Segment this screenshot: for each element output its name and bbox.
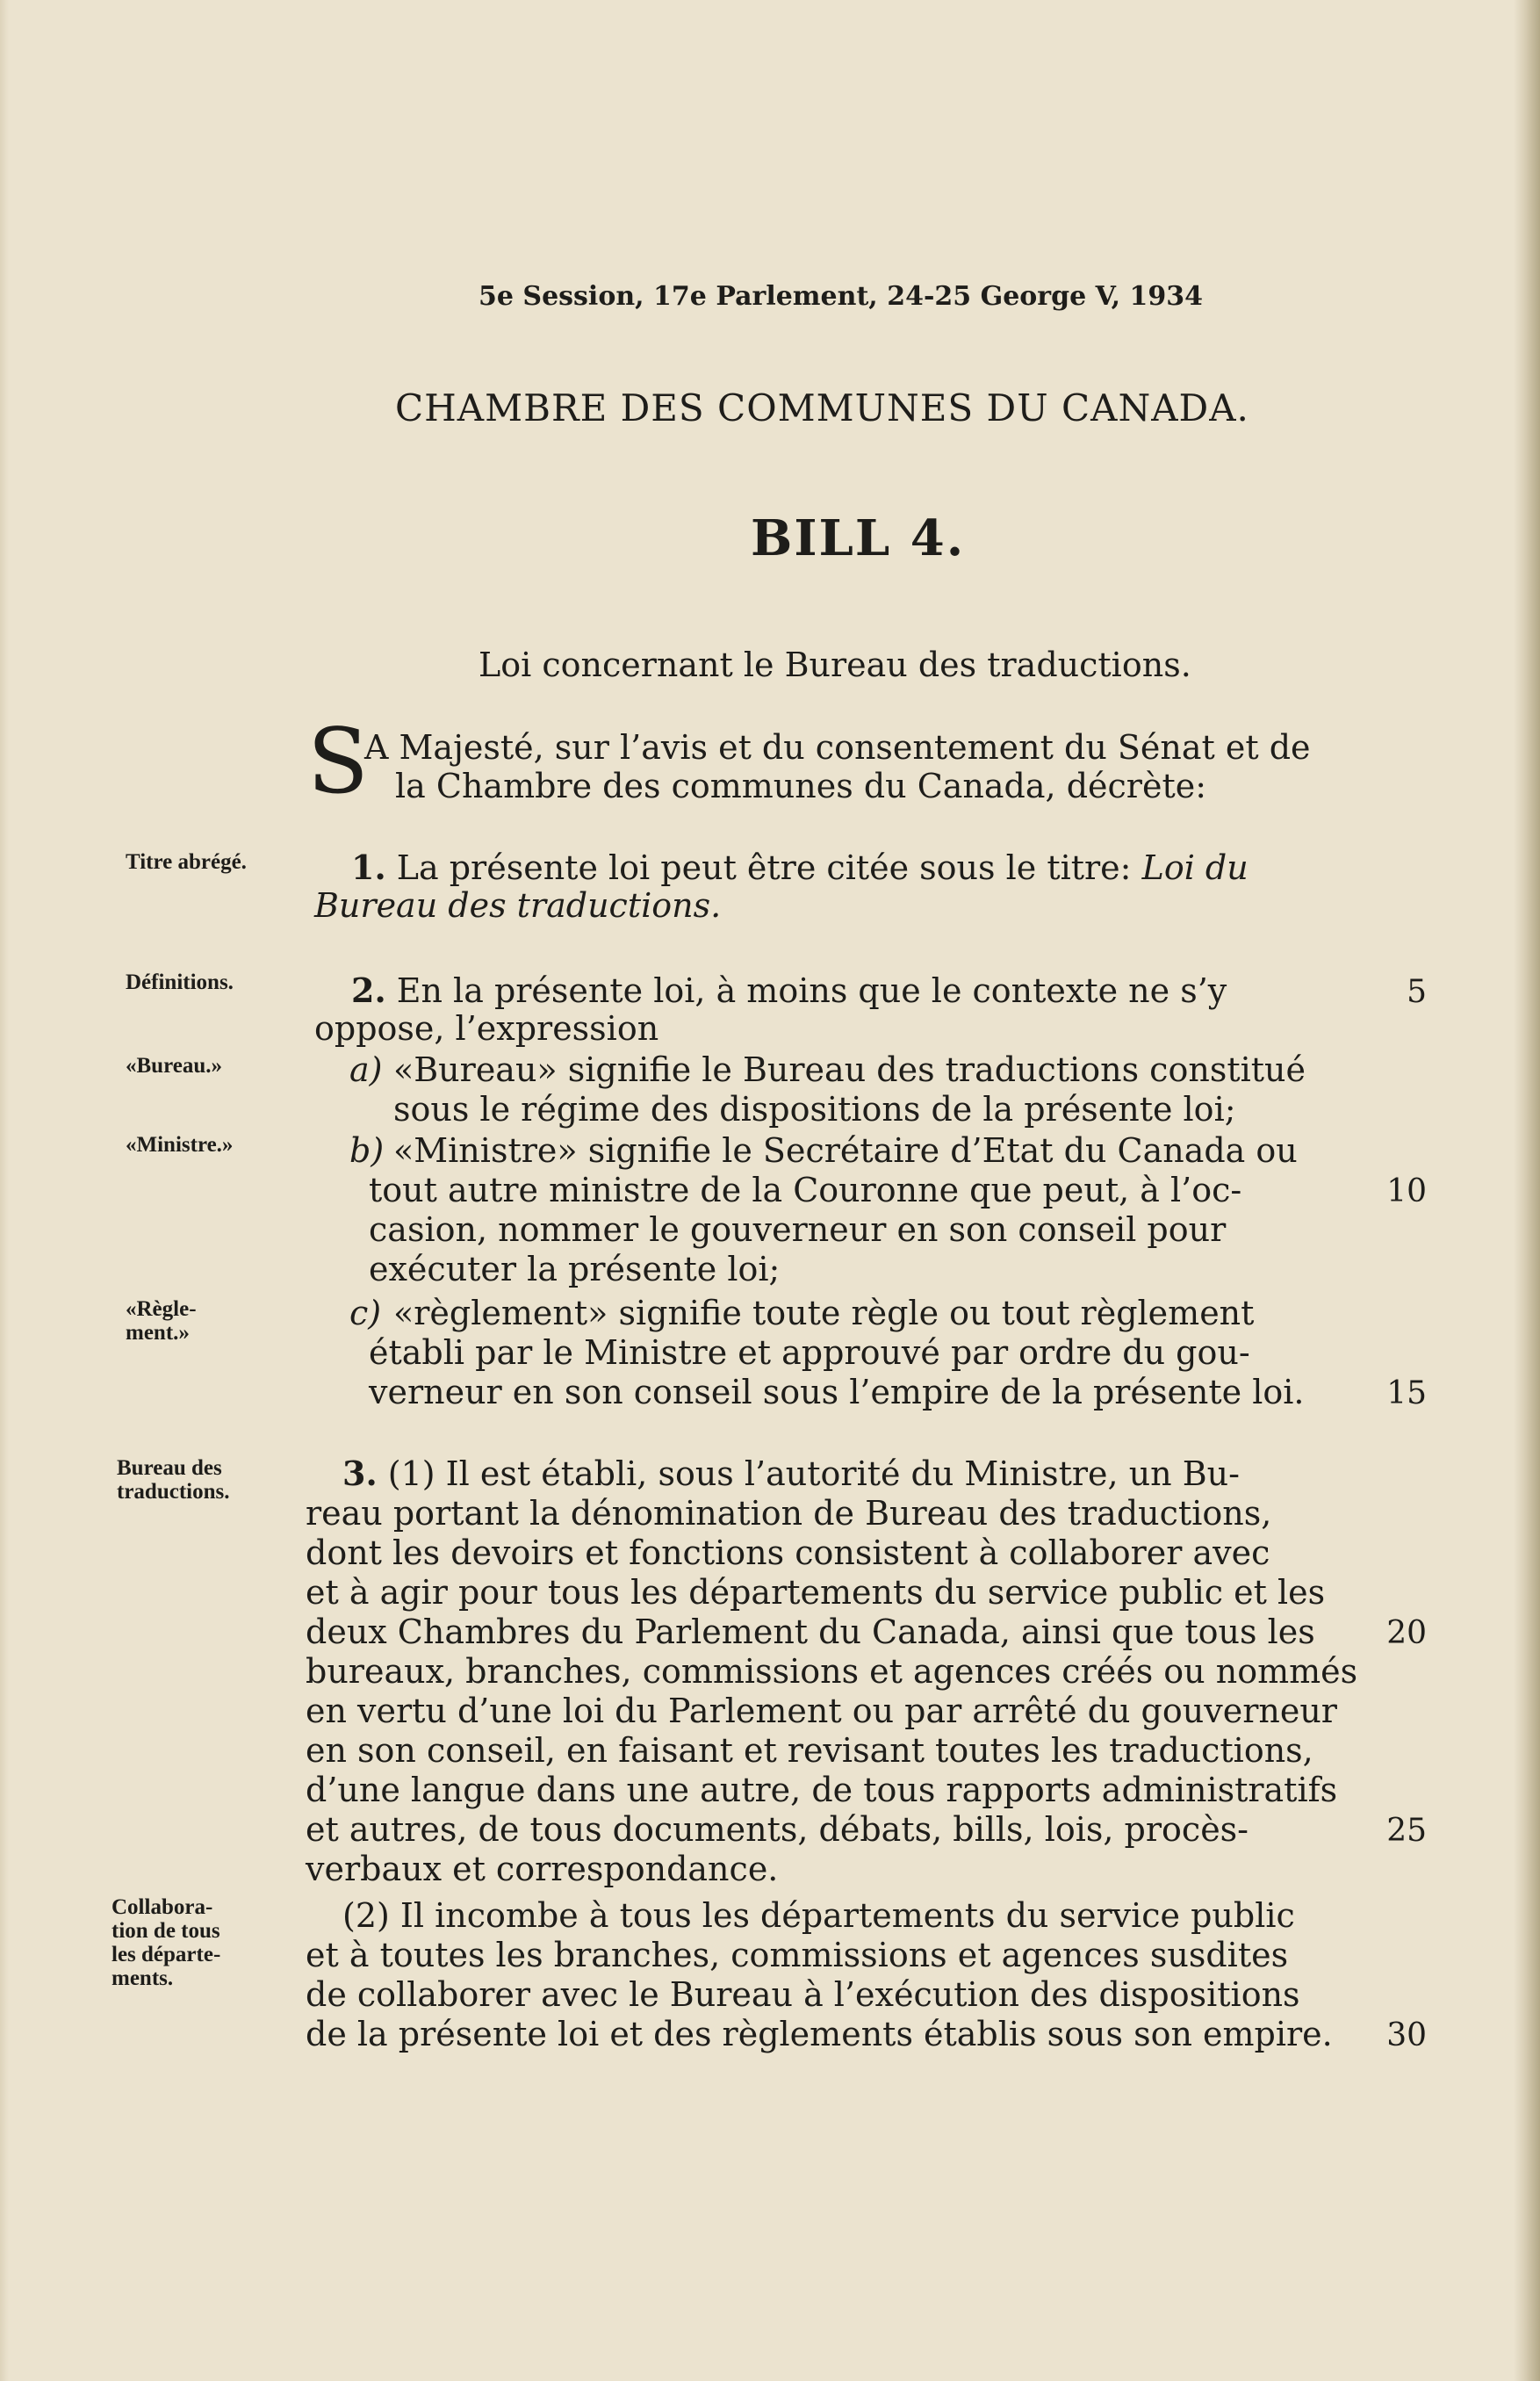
margin-note-reglement-1: «Règle- [126, 1297, 197, 1321]
section-3-line-7: en vertu d’une loi du Parlement ou par arrêté du gouverneur [306, 1692, 1337, 1730]
line-number: 30 [1386, 2017, 1427, 2053]
section-1-number: 1. [351, 848, 386, 887]
section-1-line-1 [351, 848, 1249, 888]
line-number: 20 [1386, 1615, 1427, 1651]
definition-b-line-4: exécuter la présente loi; [369, 1250, 781, 1288]
section-3-line-9: d’une langue dans une autre, de tous rapports administratifs [306, 1771, 1338, 1809]
section-2-intro: En la présente loi, à moins que le contexte ne s’y [396, 971, 1227, 1010]
session-heading: 5e Session, 17e Parlement, 24-25 George V, 1934 [479, 281, 1204, 312]
section-3-subsection-2-line-1: (2) Il incombe à tous les départements du service public [342, 1896, 1295, 1935]
margin-note-collab-3: les départe- [112, 1943, 221, 1966]
margin-note-reglement-2: ment.» [126, 1321, 190, 1345]
section-3-line-5: deux Chambres du Parlement du Canada, ainsi que tous les [306, 1613, 1315, 1651]
margin-note-titre: Titre abrégé. [126, 850, 247, 874]
section-3-line-1 [342, 1454, 1240, 1494]
section-3-subsection-2-line-4: de la présente loi et des règlements établis sous son empire. [306, 2015, 1333, 2053]
margin-note-ministre: «Ministre.» [126, 1133, 234, 1157]
definition-b-line-1: «Ministre» signifie le Secrétaire d’Etat du Canada ou [393, 1131, 1298, 1170]
page-left-edge [0, 0, 9, 2381]
section-3-line-4: et à agir pour tous les départements du service public et les [306, 1573, 1326, 1612]
margin-note-bureau-trad-2: traductions. [117, 1480, 230, 1504]
section-3-subsection-1-start: (1) Il est établi, sous l’autorité du Ministre, un Bu- [387, 1454, 1240, 1493]
definition-a-line-1: «Bureau» signifie le Bureau des traductions constitué [393, 1050, 1306, 1089]
section-3-subsection-2-line-2: et à toutes les branches, commissions et agences susdites [306, 1936, 1289, 1974]
preamble-line-1: A Majesté, sur l’avis et du consentement du Sénat et de [364, 728, 1311, 767]
definition-a-line-2: sous le régime des dispositions de la présente loi; [393, 1090, 1236, 1129]
section-3-line-3: dont les devoirs et fonctions consistent à collaborer avec [306, 1533, 1270, 1572]
definition-c-line-1: «règlement» signifie toute règle ou tout règlement [393, 1294, 1255, 1332]
section-3-line-10: et autres, de tous documents, débats, bills, lois, procès- [306, 1810, 1249, 1849]
line-number: 25 [1386, 1813, 1427, 1849]
line-number: 15 [1386, 1375, 1427, 1411]
line-number: 5 [1407, 974, 1427, 1010]
section-2-number: 2. [351, 970, 386, 1010]
chambre-heading: CHAMBRE DES COMMUNES DU CANADA. [395, 386, 1249, 429]
definition-b-label: b) [349, 1131, 385, 1170]
section-2-line-2: oppose, l’expression [314, 1009, 659, 1048]
section-3-line-8: en son conseil, en faisant et revisant toutes les traductions, [306, 1731, 1313, 1770]
definition-b-line-2: tout autre ministre de la Couronne que peut, à l’oc- [369, 1171, 1242, 1209]
margin-note-definitions: Définitions. [126, 970, 234, 994]
definition-c-line-2: établi par le Ministre et approuvé par ordre du gou- [369, 1333, 1250, 1372]
section-1-text: La présente loi peut être citée sous le titre: [396, 848, 1132, 887]
page-right-edge [1514, 0, 1540, 2381]
section-3-subsection-2-line-3: de collaborer avec le Bureau à l’exécution des dispositions [306, 1975, 1300, 2014]
margin-note-collab-2: tion de tous [112, 1919, 220, 1943]
section-3-line-11: verbaux et correspondance. [306, 1850, 779, 1888]
definition-c-line-3: verneur en son conseil sous l’empire de la présente loi. [369, 1373, 1305, 1411]
margin-note-bureau-trad-1: Bureau des [117, 1456, 222, 1480]
bill-title: Loi concernant le Bureau des traductions. [479, 646, 1191, 684]
section-1-short-title-part-2: Bureau des traductions. [314, 886, 722, 925]
margin-note-collab-4: ments. [112, 1966, 174, 1990]
preamble-dropcap: S [307, 710, 369, 814]
line-number: 10 [1386, 1173, 1427, 1209]
section-3-number: 3. [342, 1454, 378, 1493]
definition-a-label: a) [349, 1050, 383, 1089]
section-3-line-6: bureaux, branches, commissions et agences créés ou nommés [306, 1652, 1358, 1691]
preamble-line-2: la Chambre des communes du Canada, décrète: [395, 767, 1207, 805]
definition-c-label: c) [349, 1294, 382, 1332]
margin-note-bureau: «Bureau.» [126, 1054, 222, 1078]
bill-number: BILL 4. [751, 509, 966, 567]
section-3-line-2: reau portant la dénomination de Bureau des traductions, [306, 1494, 1272, 1533]
section-1-short-title-part-1: Loi du [1141, 848, 1249, 887]
section-2-line-1 [351, 970, 1227, 1011]
margin-note-collab-1: Collabora- [112, 1895, 213, 1919]
definition-b-line-3: casion, nommer le gouverneur en son conseil pour [369, 1210, 1227, 1249]
